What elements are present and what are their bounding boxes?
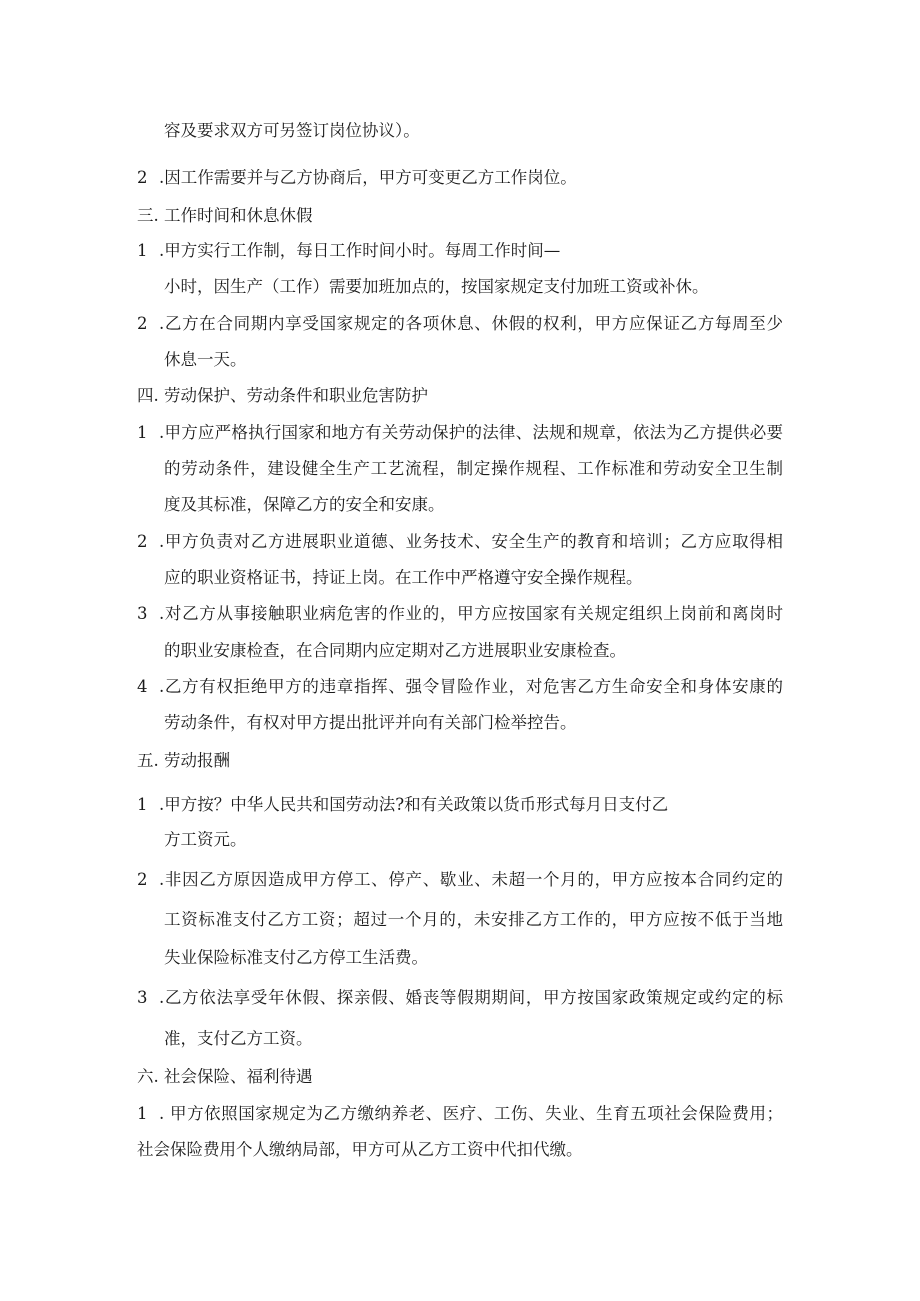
section-heading: 四. 劳动保护、劳动条件和职业危害防护 bbox=[137, 386, 428, 405]
text-line: .因工作需要并与乙方协商后，甲方可变更乙方工作岗位。 bbox=[159, 168, 577, 187]
section-heading: 五. 劳动报酬 bbox=[137, 751, 230, 770]
text-line: 工资标准支付乙方工资；超过一个月的，未安排乙方工作的，甲方应按不低于当地 bbox=[164, 910, 783, 929]
text-line: .非因乙方原因造成甲方停工、停产、歇业、未超一个月的，甲方应按本合同约定的 bbox=[159, 870, 783, 889]
item-number: 2 bbox=[137, 168, 148, 187]
item-number: 3 bbox=[137, 604, 148, 623]
text-line: 应的职业资格证书，持证上岗。在工作中严格遵守安全操作规程。 bbox=[164, 568, 643, 587]
text-line: 小时，因生产（工作）需要加班加点的，按国家规定支付加班工资或补休。 bbox=[164, 277, 709, 296]
text-line: 失业保险标准支付乙方停工生活费。 bbox=[164, 948, 428, 967]
text-line: .乙方依法享受年休假、探亲假、婚丧等假期期间，甲方按国家政策规定或约定的标 bbox=[159, 988, 783, 1007]
item-number: 1 bbox=[137, 795, 148, 814]
text-line: 劳动条件，有权对甲方提出批评并向有关部门检举控告。 bbox=[164, 713, 577, 732]
text-line: 方工资元。 bbox=[164, 830, 247, 849]
item-number: 2 bbox=[137, 314, 148, 333]
text-line: .甲方负责对乙方进展职业道德、业务技术、安全生产的教育和培训；乙方应取得相 bbox=[159, 532, 783, 551]
text-line: 的劳动条件，建设健全生产工艺流程，制定操作规程、工作标准和劳动安全卫生制 bbox=[164, 459, 783, 478]
text-line: .甲方实行工作制，每日工作时间小时。每周工作时间— bbox=[159, 241, 561, 260]
text-line: 的职业安康检查，在合同期内应定期对乙方进展职业安康检查。 bbox=[164, 641, 626, 660]
text-line: . 甲方依照国家规定为乙方缴纳养老、医疗、工伤、失业、生育五项社会保险费用； bbox=[159, 1104, 783, 1123]
item-number: 2 bbox=[137, 532, 148, 551]
text-line: 度及其标准，保障乙方的安全和安康。 bbox=[164, 495, 445, 514]
text-line: 容及要求双方可另签订岗位协议）。 bbox=[164, 121, 420, 140]
text-line: 准，支付乙方工资。 bbox=[164, 1029, 313, 1048]
item-number: 2 bbox=[137, 870, 148, 889]
text-line: .对乙方从事接触职业病危害的作业的，甲方应按国家有关规定组织上岗前和离岗时 bbox=[159, 604, 783, 623]
text-line: .乙方有权拒绝甲方的违章指挥、强令冒险作业，对危害乙方生命安全和身体安康的 bbox=[159, 677, 783, 696]
text-line: .乙方在合同期内享受国家规定的各项休息、休假的权利，甲方应保证乙方每周至少 bbox=[159, 314, 783, 333]
item-number: 4 bbox=[137, 677, 148, 696]
section-heading: 三. 工作时间和休息休假 bbox=[137, 206, 313, 225]
item-number: 1 bbox=[137, 241, 148, 260]
text-line: .甲方应严格执行国家和地方有关劳动保护的法律、法规和规章，依法为乙方提供必要 bbox=[159, 423, 783, 442]
text-line: 休息一天。 bbox=[164, 350, 247, 369]
text-line: .甲方按？中华人民共和国劳动法?和有关政策以货币形式每月日支付乙 bbox=[159, 795, 669, 814]
text-line: 社会保险费用个人缴纳局部，甲方可从乙方工资中代扣代缴。 bbox=[137, 1140, 583, 1159]
item-number: 1 bbox=[137, 1104, 148, 1123]
section-heading: 六. 社会保险、福利待遇 bbox=[137, 1067, 313, 1086]
item-number: 1 bbox=[137, 423, 148, 442]
item-number: 3 bbox=[137, 988, 148, 1007]
